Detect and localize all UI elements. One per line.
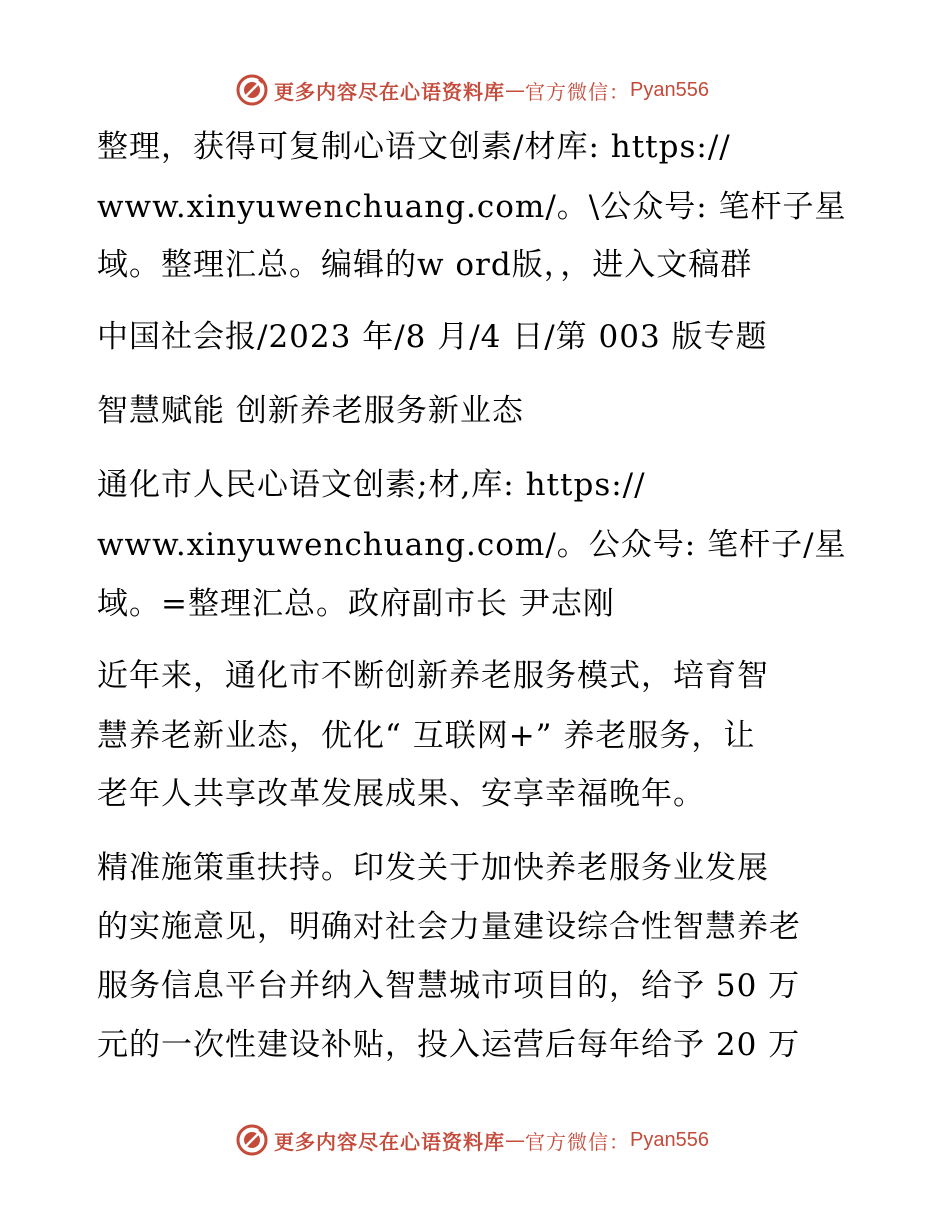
- paragraph-line: 元的一次性建设补贴，投入运营后每年给予 20 万: [97, 1027, 801, 1063]
- header-watermark: [236, 73, 709, 107]
- paragraph-line: 精准施策重扶持。印发关于加快养老服务业发展: [97, 850, 769, 886]
- paragraph-line: 老年人共享改革发展成果、安享幸福晚年。: [97, 776, 705, 812]
- paragraph-line: 近年来，通化市不断创新养老服务模式，培育智: [97, 658, 769, 694]
- text-line: www.xinyuwenchuang.com/。\公众号: 笔杆子星: [97, 189, 847, 225]
- footer-watermark: [236, 1123, 709, 1157]
- xinyu-logo-icon: [236, 74, 268, 106]
- text-line: www.xinyuwenchuang.com/。公众号: 笔杆子/星: [97, 527, 847, 563]
- paragraph-line: 服务信息平台并纳入智慧城市项目的，给予 50 万: [97, 968, 801, 1004]
- watermark-official-label: 官方微信：: [525, 1129, 630, 1154]
- paragraph-line: 慧养老新业态，优化“ 互联网+” 养老服务，让: [97, 718, 756, 754]
- watermark-wechat-id: Pyan556: [630, 1128, 709, 1151]
- text-line: 域。整理汇总。编辑的w ord版，，进入文稿群: [97, 247, 753, 283]
- text-line: 整理，获得可复制心语文创素/材库: https://: [97, 129, 731, 165]
- watermark-official-label: 官方微信：: [525, 79, 630, 104]
- text-line: 通化市人民心语文创素;材,库: https://: [97, 467, 646, 503]
- watermark-brand-text: 更多内容尽在心语资料库: [274, 79, 505, 104]
- watermark-brand-text: 更多内容尽在心语资料库: [274, 1129, 505, 1154]
- xinyu-logo-icon: [236, 1124, 268, 1156]
- watermark-separator: —: [505, 1128, 525, 1152]
- watermark-separator: —: [505, 78, 525, 102]
- paragraph-line: 的实施意见，明确对社会力量建设综合性智慧养老: [97, 909, 801, 945]
- article-title: 智慧赋能 创新养老服务新业态: [97, 393, 524, 429]
- watermark-wechat-id: Pyan556: [630, 78, 709, 101]
- article-source-line: 中国社会报/2023 年/8 月/4 日/第 003 版专题: [97, 319, 768, 355]
- author-line: 域。=整理汇总。政府副市长 尹志刚: [97, 586, 615, 622]
